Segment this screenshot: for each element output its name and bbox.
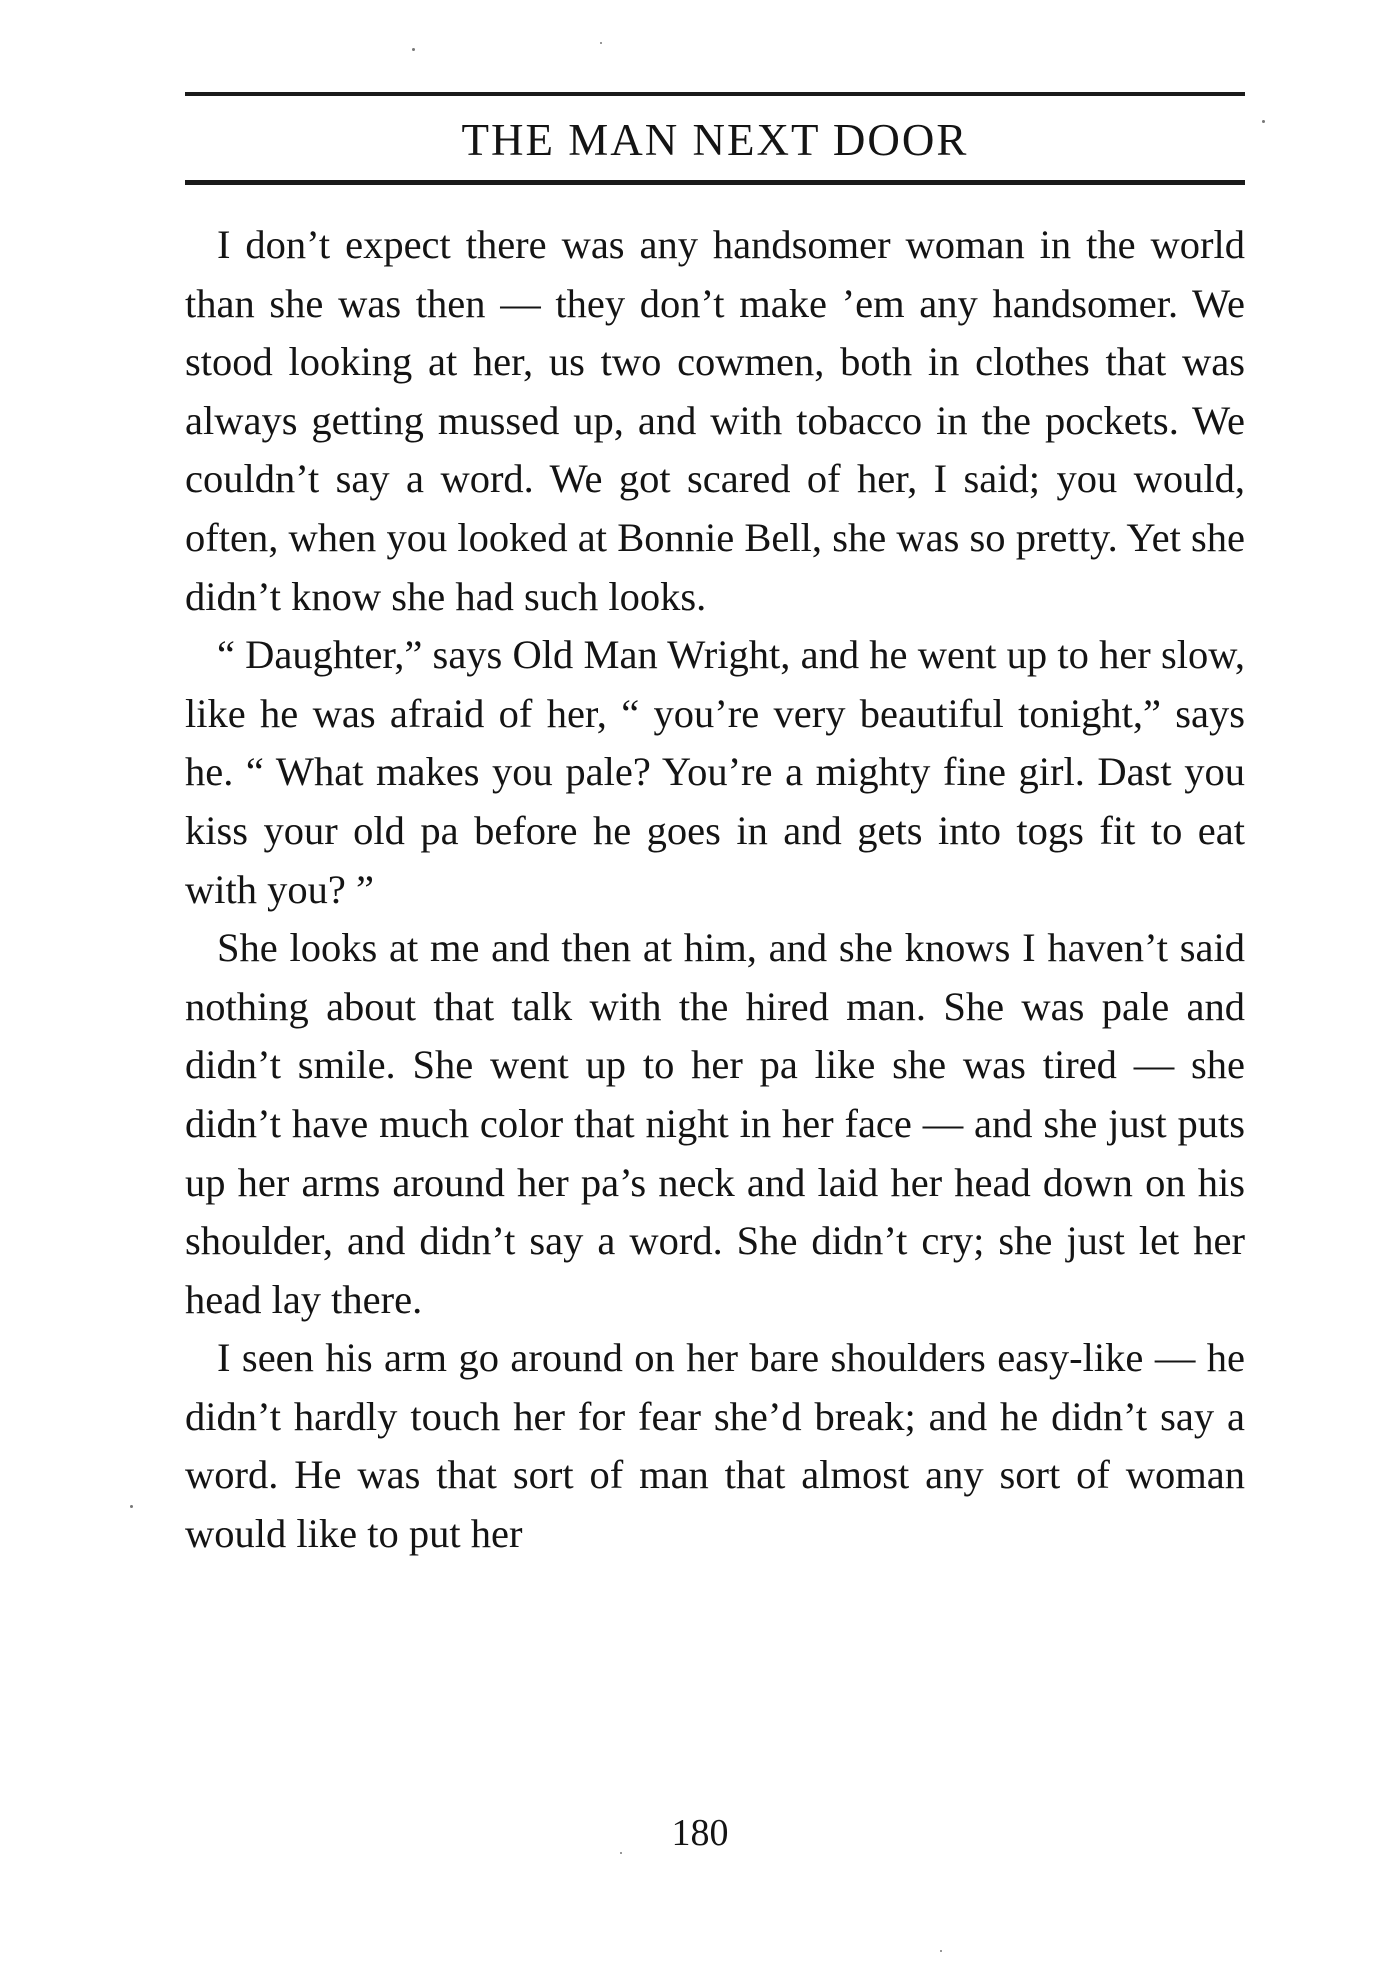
header-rule-bottom	[185, 180, 1245, 185]
print-speck	[130, 1505, 133, 1508]
page-number: 180	[671, 1812, 729, 1854]
print-speck	[620, 1852, 622, 1854]
print-speck	[940, 1950, 942, 1952]
running-head: THE MAN NEXT DOOR	[461, 115, 969, 165]
paragraph: “ Daughter,” says Old Man Wright, and he went up to her slow, like he was afraid of her, “ you’re very beautiful tonight,” says he. “ What makes you pale? You’re a mighty fine girl. Dast you kiss your old pa before he goes in and gets into togs fit to eat with you? ”	[185, 632, 1245, 912]
paragraph: I seen his arm go around on her bare shoulders easy-like — he didn’t hardly touch her for fear she’d break; and he didn’t say a word. He was that sort of man that almost any sort of woman would like to put her	[185, 1335, 1245, 1557]
print-speck	[600, 42, 602, 44]
print-speck	[412, 48, 415, 51]
paragraph: I don’t expect there was any handsomer woman in the world than she was then — they don’t make ’em any handsomer. We stood looking at her, us two cowmen, both in clothes that was always getting mussed up, and with tobacco in the pockets. We couldn’t say a word. We got scared of her, I said; you would, often, when you looked at Bonnie Bell, she was so pretty. Yet she didn’t know she had such looks.	[185, 222, 1245, 619]
body-text	[185, 216, 1245, 1564]
paragraph: She looks at me and then at him, and she knows I haven’t said nothing about that talk with the hired man. She was pale and didn’t smile. She went up to her pa like she was tired — she didn’t have much color that night in her face — and she just puts up her arms around her pa’s neck and laid her head down on his shoulder, and didn’t say a word. She didn’t cry; she just let her head lay there.	[185, 925, 1245, 1322]
print-speck	[1262, 120, 1265, 123]
header-rule-top	[185, 92, 1245, 96]
